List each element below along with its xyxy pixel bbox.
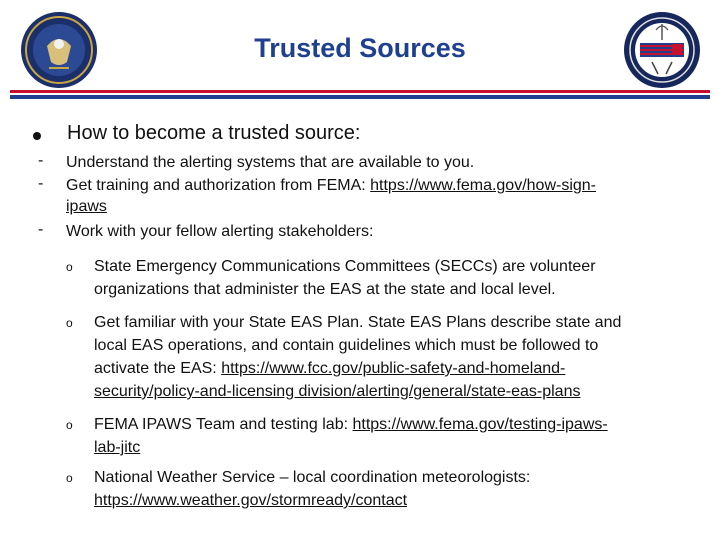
subitem-plan-line3 — [94, 357, 565, 380]
page-title: Trusted Sources — [254, 33, 466, 63]
fema-testing-link[interactable]: https://www.fema.gov/testing-ipaws- — [352, 416, 608, 433]
bullet-dot-icon — [33, 132, 41, 140]
circle-bullet-icon: o — [66, 260, 73, 274]
fema-testing-link-cont[interactable]: lab-jitc — [94, 439, 141, 456]
main-heading: How to become a trusted source: — [67, 122, 361, 144]
list-item-work-with: Work with your fellow alerting stakeholders: — [66, 223, 374, 240]
subitem-plan-line4 — [94, 380, 580, 403]
fcc-state-eas-link[interactable]: https://www.fcc.gov/public-safety-and-homeland- — [221, 360, 566, 377]
nws-stormready-link[interactable]: https://www.weather.gov/stormready/contact — [94, 492, 408, 509]
fema-ipaws-link-cont[interactable]: ipaws — [66, 198, 107, 215]
circle-bullet-icon: o — [66, 418, 73, 432]
subitem-plan-line1: Get familiar with your State EAS Plan. State EAS Plans describe state and — [94, 314, 622, 331]
circle-bullet-icon: o — [66, 471, 73, 485]
plan-text: activate the EAS: — [94, 360, 222, 377]
fcc-state-eas-link-cont[interactable]: security/policy-and-licensing division/alerting/general/state-eas-plans — [94, 383, 581, 400]
circle-bullet-icon: o — [66, 316, 73, 330]
dash-bullet-icon: - — [38, 175, 44, 192]
header-divider-blue — [10, 95, 710, 99]
fema-text: FEMA IPAWS Team and testing lab: — [94, 416, 353, 433]
subitem-fema-line1 — [94, 413, 608, 436]
list-item-training-cont — [66, 196, 107, 217]
dash-bullet-icon: - — [38, 152, 44, 169]
dash-bullet-icon: - — [38, 221, 44, 238]
fema-ipaws-link[interactable]: https://www.fema.gov/how-sign- — [370, 177, 597, 194]
subitem-plan-line2: local EAS operations, and contain guidelines which must be followed to — [94, 337, 599, 354]
subitem-nws-line2 — [94, 489, 407, 512]
list-item-understand: Understand the alerting systems that are available to you. — [66, 154, 475, 171]
subitem-secc-line1: State Emergency Communications Committees (SECCs) are volunteer — [94, 258, 596, 275]
subitem-secc-line2: organizations that administer the EAS at the state and local level. — [94, 281, 556, 298]
training-text: Get training and authorization from FEMA: — [66, 177, 371, 194]
subitem-nws-line1: National Weather Service – local coordination meteorologists: — [94, 469, 531, 486]
ipaws-seal-logo — [622, 10, 702, 90]
subitem-fema-line2 — [94, 436, 140, 459]
list-item-training — [66, 175, 596, 196]
